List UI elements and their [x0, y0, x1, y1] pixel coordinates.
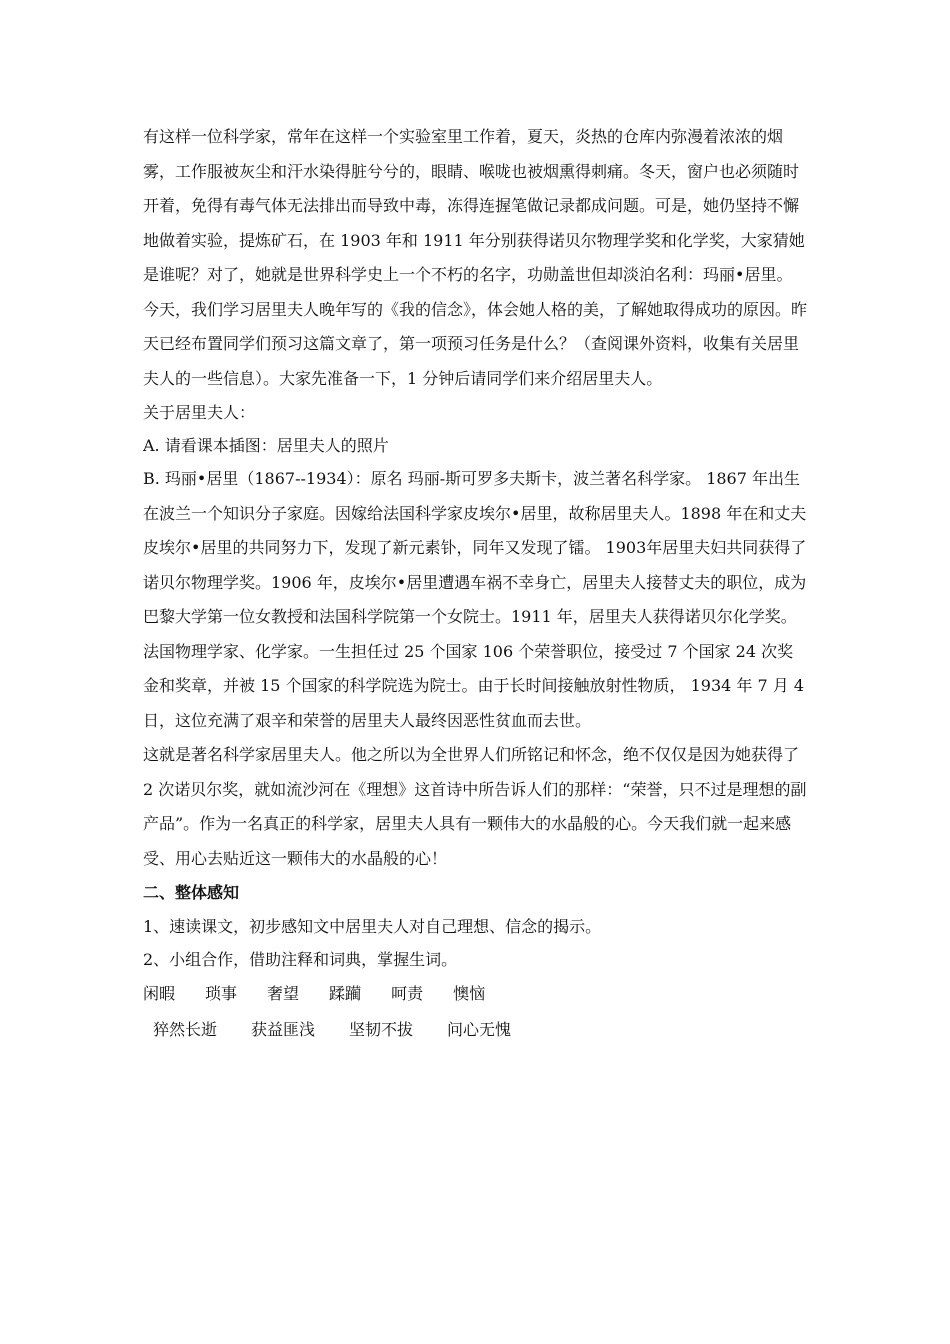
about-label: 关于居里夫人： [143, 403, 256, 422]
document-body [143, 120, 808, 1048]
vocab-word: 奢望 [267, 984, 300, 1003]
vocab-word: 闲暇 [143, 984, 176, 1003]
item-a: A. 请看课本插图：居里夫人的照片 [143, 436, 389, 455]
task-2: 2、小组合作，借助注释和词典，掌握生词。 [143, 950, 458, 969]
intro-paragraph: 有这样一位科学家，常年在这样一个实验室里工作着，夏天，炎热的仓库内弥漫着浓浓的烟雾，工作服被灰尘和汗水染得脏兮兮的，眼睛、喉咙也被烟熏得刺痛。冬天，窗户也必须随时开着，免得有毒气体无法排出而导致中毒，冻得连握笔做记录都成问题。可是，她仍坚持不懈地做着实验，提炼矿石，在 1903 年和 1911 年分别获得诺贝尔物理学奖和化学奖，大家猜她是谁呢？对了，她就是世界科学史上一个不朽的名字，功勋盖世但却淡泊名利：玛丽•居里。今天，我们学习居里夫人晚年写的《我的信念》，体会她人格的美，了解她取得成功的原因。昨天已经布置同学们预习这篇文章了，第一项预习任务是什么？（查阅课外资料，收集有关居里夫人的一些信息）。大家先准备一下，1 分钟后请同学们来介绍居里夫人。 [143, 127, 808, 388]
item-b-biography: B. 玛丽•居里（1867--1934）：原名 玛丽-斯可罗多夫斯卡，波兰著名科学家。 1867 年出生在波兰一个知识分子家庭。因嫁给法国科学家皮埃尔•居里，故称居里夫人。1898 年在和丈夫皮埃尔•居里的共同努力下，发现了新元素钋，同年又发现了镭。 1903年居里夫妇共同获得了诺贝尔物理学奖。1906 年，皮埃尔•居里遭遇车祸不幸身亡，居里夫人接替丈夫的职位，成为巴黎大学第一位女教授和法国科学院第一个女院士。1911 年，居里夫人获得诺贝尔化学奖。法国物理学家、化学家。一生担任过 25 个国家 106 个荣誉职位，接受过 7 个国家 24 次奖金和奖章，并被 15 个国家的科学院选为院士。由于长时间接触放射性物质， 1934 年 7 月 4 日，这位充满了艰辛和荣誉的居里夫人最终因恶性贫血而去世。 [143, 469, 807, 730]
vocab-row-2 [143, 1012, 808, 1048]
vocab-word: 琐事 [205, 984, 238, 1003]
section-heading: 二、整体感知 [143, 883, 240, 902]
vocab-idiom: 猝然长逝 [153, 1020, 218, 1039]
vocab-idiom: 获益匪浅 [251, 1020, 316, 1039]
vocab-idiom: 问心无愧 [447, 1020, 512, 1039]
vocab-word: 呵责 [391, 984, 424, 1003]
vocab-row-1 [143, 976, 808, 1012]
vocab-word: 懊恼 [453, 984, 486, 1003]
task-1: 1、速读课文，初步感知文中居里夫人对自己理想、信念的揭示。 [143, 917, 602, 936]
vocab-idiom: 坚韧不拔 [349, 1020, 414, 1039]
vocab-word: 蹂躏 [329, 984, 362, 1003]
summary-paragraph: 这就是著名科学家居里夫人。他之所以为全世界人们所铭记和怀念，绝不仅仅是因为她获得了 2 次诺贝尔奖，就如流沙河在《理想》这首诗中所告诉人们的那样：“荣誉，只不过是理想的副产品”。作为一名真正的科学家，居里夫人具有一颗伟大的水晶般的心。今天我们就一起来感受、用心去贴近这一颗伟大的水晶般的心！ [143, 745, 807, 868]
